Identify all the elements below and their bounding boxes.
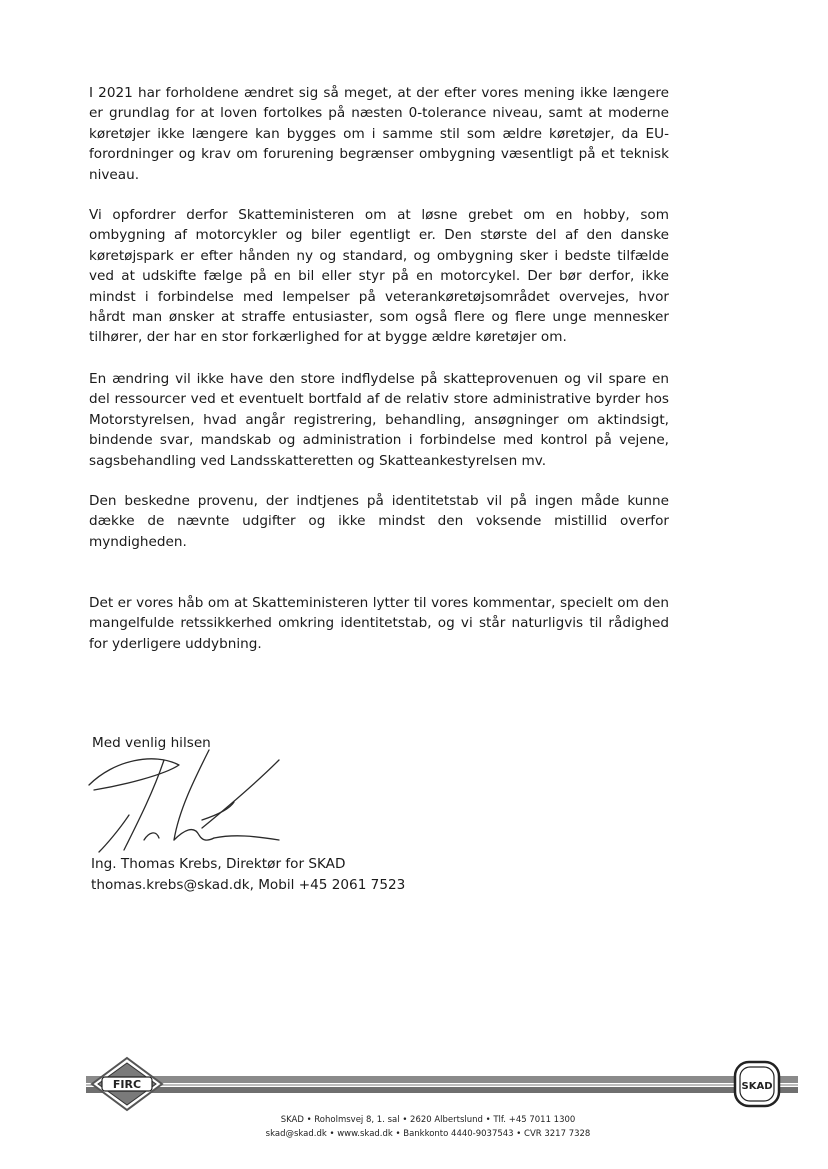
paragraph-1: I 2021 har forholdene ændret sig så meget, at der efter vores mening ikke længere er grundlag for at loven fortolkes på næsten 0-tolerance niveau, samt at moderne køretøjer ikke længere kan bygges om i samme stil som ældre køretøjer, da EU-forordninger og krav om forurening begrænser ombygning væsentligt på et teknisk niveau. — [89, 85, 669, 183]
signer-contact: thomas.krebs@skad.dk, Mobil +45 2061 7523 — [91, 877, 406, 893]
firc-logo-text: FIRC — [112, 1078, 142, 1091]
signer-name: Ing. Thomas Krebs, Direktør for SKAD — [91, 856, 346, 872]
footer-contact-info: skad@skad.dk • www.skad.dk • Bankkonto 4440-9037543 • CVR 3217 7328 — [265, 1129, 591, 1139]
paragraph-3: En ændring vil ikke have den store indflydelse på skatteprovenuen og vil spare en del ressourcer ved et eventuelt bortfald af de relativ store administrative byrder hos Motorstyrelsen, hvad angår registrering, behandling, ansøgninger om aktindsigt, bindende svar, mandskab og administration i forbindelse med kontrol på vejene, sagsbehandling ved Landsskatteretten og Skatteankestyrelsen mv. — [89, 371, 669, 469]
skad-logo-icon — [733, 1060, 781, 1108]
footer-address: SKAD • Roholmsvej 8, 1. sal • 2620 Albertslund • Tlf. +45 7011 1300 — [280, 1115, 576, 1125]
paragraph-2: Vi opfordrer derfor Skatteministeren om at løsne grebet om en hobby, som ombygning af motorcykler og biler egentligt er. Den største del af den danske køretøjspark er efter hånden ny og standard, og ombygning sker i bedste tilfælde ved at udskifte fælge på en bil eller styr på en motorcykel. Der bør derfor, ikke mindst i forbindelse med lempelser på veterankøretøjsområdet overvejes, hvor hårdt man ønsker at straffe entusiaster, som også flere og flere unge mennesker tilhører, der har en stor forkærlighed for at bygge ældre køretøjer om. — [89, 207, 669, 346]
handwritten-signature — [84, 740, 294, 860]
closing-salutation: Med venlig hilsen — [92, 735, 211, 751]
firc-logo-icon — [88, 1056, 166, 1112]
skad-logo-text: SKAD — [741, 1081, 773, 1092]
signature-block — [91, 854, 405, 896]
paragraph-5: Det er vores håb om at Skatteministeren lytter til vores kommentar, specielt om den mangelfulde retssikkerhed omkring identitetstab, og vi står naturligvis til rådighed for yderligere uddybning. — [89, 595, 669, 652]
paragraph-4: Den beskedne provenu, der indtjenes på identitetstab vil på ingen måde kunne dække de nævnte udgifter og ikke mindst den voksende mistillid overfor myndigheden. — [89, 493, 669, 550]
footer-band — [86, 1074, 798, 1098]
